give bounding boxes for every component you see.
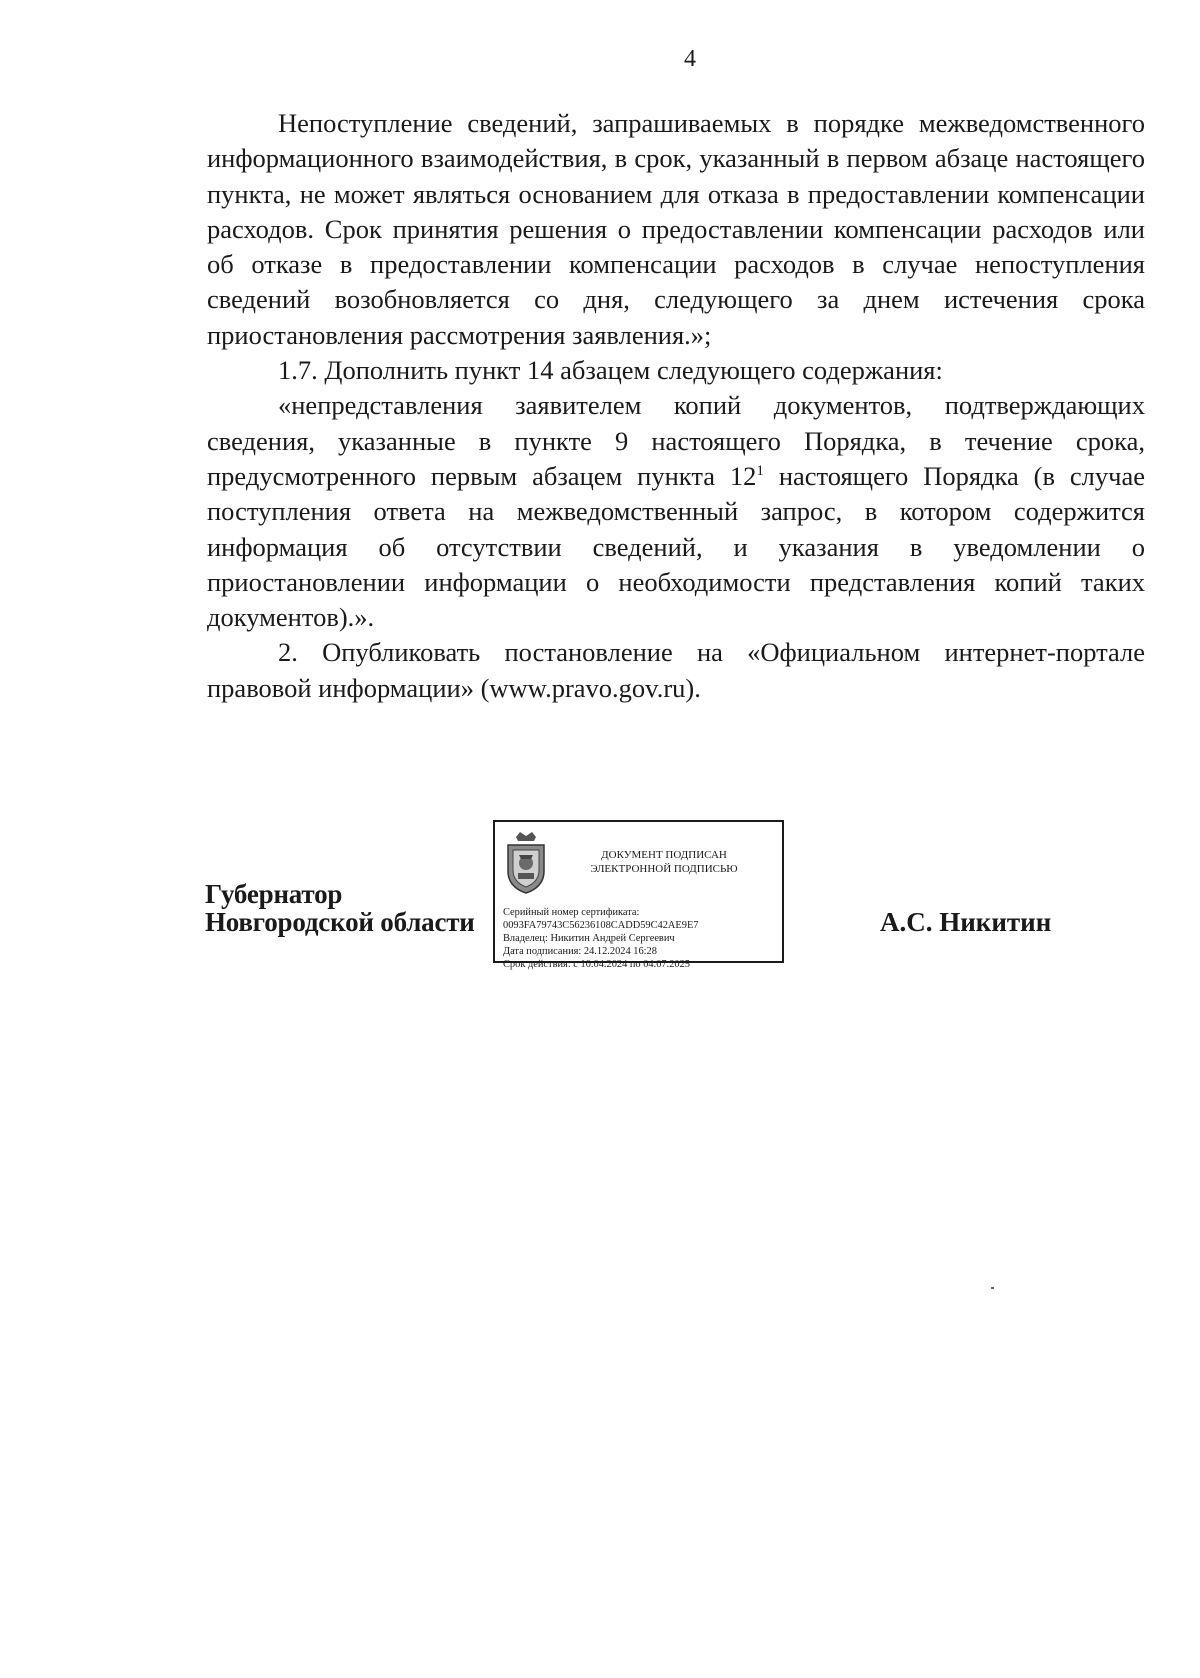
paragraph-new-clause xyxy=(207,388,1145,635)
paragraph-new-clause-text-end: настоящего Порядка (в случае поступления ответа на межведомственный запрос, в котором содержится информация об отсутствии сведений, и указания в уведомлении о приостановлении информации о необходимости представления копий таких документов).». xyxy=(207,460,1145,633)
signatory-title-line2: Новгородской области xyxy=(205,907,475,937)
stamp-serial-number: 0093FA79743C56236108CADD59C42AE9E7 xyxy=(503,920,699,931)
superscript-index: 1 xyxy=(756,463,764,480)
paragraph-new-clause-text: «непредставления заявителем копий документов, подтверждающих сведения, указанные в пункте 9 настоящего Порядка, в течение срока, предусмотренного первым абзацем пункта 12 xyxy=(207,390,1145,491)
stamp-details xyxy=(503,906,778,971)
signatory-name: А.С. Никитин xyxy=(880,907,1052,937)
signatory-title xyxy=(205,880,475,936)
signatory-title-line1: Губернатор xyxy=(205,879,343,909)
electronic-signature-stamp xyxy=(493,820,784,970)
paragraph-nonreceipt: Непоступление сведений, запрашиваемых в порядке межведомственного информационного взаимодействия, в срок, указанный в первом абзаце настоящего пункта, не может являться основанием для отказа в предоставлении компенсации расходов. Срок принятия решения о предоставлении компенсации расходов или об отказе в предоставлении компенсации расходов в случае непоступления сведений возобновляется со дня, следующего за днем истечения срока приостановления рассмотрения заявления.»; xyxy=(207,108,1145,350)
stamp-heading-line1: ДОКУМЕНТ ПОДПИСАН xyxy=(601,849,727,861)
paragraph-publish: 2. Опубликовать постановление на «Официальном интернет-портале правовой информации» (www.pravo.gov.ru). xyxy=(207,637,1145,703)
stamp-serial-label: Серийный номер сертификата: xyxy=(503,907,640,918)
document-body xyxy=(207,106,1145,706)
stamp-signed-date: Дата подписания: 24.12.2024 16:28 xyxy=(503,946,657,957)
scan-speck xyxy=(991,1287,994,1289)
stamp-validity: Срок действия: с 10.04.2024 по 04.07.2025 xyxy=(503,959,690,970)
coat-of-arms-icon xyxy=(504,831,548,895)
paragraph-amendment-1-7: 1.7. Дополнить пункт 14 абзацем следующего содержания: xyxy=(278,355,943,386)
stamp-owner: Владелец: Никитин Андрей Сергеевич xyxy=(503,933,675,944)
stamp-heading-line2: ЭЛЕКТРОННОЙ ПОДПИСЬЮ xyxy=(590,863,738,875)
stamp-heading xyxy=(559,848,769,876)
page-number: 4 xyxy=(684,46,696,72)
